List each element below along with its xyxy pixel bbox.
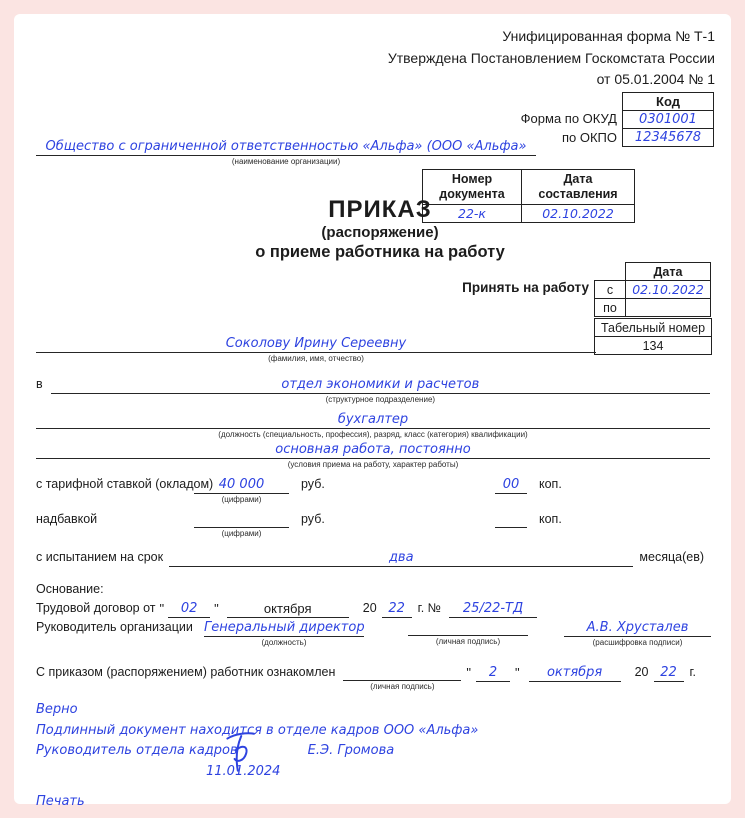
ack-year-prefix: 20 [634, 665, 649, 679]
okud-label: Форма по ОКУД [520, 111, 617, 126]
allowance-rub-label: руб. [301, 512, 325, 526]
ack-day-value: 2 [476, 664, 510, 682]
ack-close-quote: " [514, 665, 520, 680]
allowance-amount-field [194, 511, 289, 538]
personnel-number-header-cell: Табельный номер [595, 319, 712, 337]
hr-head-name: Е.Э. Громова [307, 743, 395, 758]
ack-month-value: октября [529, 664, 621, 682]
position-value: бухгалтер [36, 411, 710, 429]
form-name-line: Унифицированная форма № Т-1 [502, 28, 715, 44]
department-value: отдел экономики и расчетов [51, 376, 710, 394]
acknowledged-signature-blank [343, 664, 461, 681]
ack-year-suffix: г. [689, 665, 697, 679]
hire-date-table-wrap [594, 262, 711, 317]
codes-table [622, 92, 714, 147]
ack-day-field [476, 664, 510, 682]
org-head-position-field [204, 619, 364, 647]
department-caption: (структурное подразделение) [325, 395, 436, 404]
form-approval-header [388, 26, 715, 91]
hire-label: Принять на работу [462, 280, 589, 295]
org-head-signature-blank [408, 619, 528, 636]
org-head-position-value: Генеральный директор [204, 620, 365, 635]
doc-date-value-cell: 02.10.2022 [522, 205, 635, 223]
org-head-signature-field [408, 619, 528, 646]
title-prikaz: ПРИКАЗ [328, 196, 432, 223]
contract-year-value: 22 [382, 600, 412, 618]
contract-number-value: 25/22-ТД [449, 600, 537, 618]
employee-name-field [36, 335, 596, 363]
title-subject: о приеме работника на работу [255, 243, 505, 261]
document-sheet [14, 14, 731, 809]
probation-label: с испытанием на срок [36, 550, 164, 564]
okpo-value-cell: 12345678 [623, 129, 714, 147]
contract-number-field [449, 600, 537, 618]
org-head-position-caption: (должность) [261, 638, 307, 647]
conditions-caption: (условия приема на работу, характер работы) [287, 460, 459, 469]
position-caption: (должность (специальность, профессия), разряд, класс (категория) квалификации) [218, 430, 528, 439]
department-field [51, 376, 710, 404]
contract-close-quote: " [214, 601, 219, 616]
salary-kopeks-value: 00 [495, 476, 527, 494]
personnel-number-table-wrap [594, 318, 712, 355]
approval-line: Утверждена Постановлением Госкомстата России [387, 49, 715, 66]
acknowledged-signature-caption: (личная подпись) [370, 682, 435, 691]
ack-month-field [529, 664, 621, 682]
doc-date-header-cell: Дата составления [522, 170, 635, 205]
allowance-row [36, 511, 697, 538]
ack-open-quote: " [466, 665, 471, 680]
hire-to-value-cell [626, 299, 711, 317]
hire-from-label-cell: с [595, 281, 626, 299]
hire-to-label-cell: по [595, 299, 626, 317]
employee-name-caption: (фамилия, имя, отчество) [268, 354, 364, 363]
doc-number-value-cell: 22-к [423, 205, 522, 223]
employee-name-value: Соколову Ирину Сереевну [36, 335, 596, 353]
contract-year-field [382, 600, 412, 618]
acknowledged-label: С приказом (распоряжением) работник ознакомлен [36, 665, 336, 679]
contract-month-value: октября [227, 600, 349, 618]
probation-field [169, 549, 633, 567]
department-row [36, 376, 710, 404]
salary-kop-label: коп. [539, 477, 562, 491]
organization-value: Общество с ограниченной ответственностью «Альфа» (ООО «Альфа» [36, 138, 536, 156]
codes-block [521, 92, 714, 147]
salary-amount-value: 40 000 [194, 476, 289, 494]
document-title-block [164, 197, 596, 262]
salary-amount-field [194, 476, 289, 504]
org-head-signature-caption: (личная подпись) [435, 637, 501, 646]
hire-empty-cell [595, 263, 626, 281]
acknowledged-row [36, 664, 711, 691]
salary-kopeks-field [495, 476, 527, 494]
acknowledged-signature-field [343, 664, 461, 691]
organization-field [36, 138, 536, 166]
hire-date-table [594, 262, 711, 317]
allowance-kopeks-value [495, 511, 527, 528]
doc-number-header-cell: Номер документа [423, 170, 522, 205]
contract-day-value: 02 [168, 600, 210, 618]
organization-caption: (наименование организации) [231, 157, 341, 166]
position-field [36, 411, 710, 439]
probation-suffix: месяца(ев) [639, 550, 704, 564]
org-head-label: Руководитель организации [36, 620, 193, 634]
stamp-label: Печать [36, 794, 85, 809]
org-head-row [36, 619, 711, 647]
certification-date: 11.01.2024 [206, 763, 281, 779]
basis-label: Основание: [36, 582, 104, 596]
org-head-name-caption: (расшифровка подписи) [592, 638, 683, 647]
okpo-label: по ОКПО [561, 130, 617, 145]
hr-head-label: Руководитель отдела кадров [36, 743, 238, 758]
allowance-amount-value [194, 511, 289, 528]
contract-year-prefix: 20 [362, 601, 377, 615]
salary-row [36, 476, 697, 504]
signature-scribble-icon [220, 728, 267, 778]
contract-open-quote: " [159, 601, 165, 616]
org-head-name-field [564, 619, 711, 647]
probation-value: два [169, 549, 633, 567]
contract-row [36, 600, 537, 618]
personnel-number-value-cell: 134 [595, 337, 712, 355]
salary-amount-caption: (цифрами) [221, 495, 262, 504]
probation-row [36, 549, 710, 567]
conditions-value: основная работа, постоянно [36, 441, 710, 459]
codes-header-cell: Код [623, 93, 714, 111]
verno-label: Верно [36, 702, 78, 717]
contract-month-field [227, 600, 349, 618]
salary-label: с тарифной ставкой (окладом) [36, 477, 214, 491]
salary-rub-label: руб. [301, 477, 325, 491]
allowance-kopeks-field [495, 511, 527, 528]
allowance-kop-label: коп. [539, 512, 562, 526]
ack-year-field [654, 664, 684, 682]
conditions-field [36, 441, 710, 469]
allowance-amount-caption: (цифрами) [221, 529, 262, 538]
allowance-label: надбавкой [36, 512, 98, 526]
contract-prefix: Трудовой договор от [36, 601, 156, 615]
contract-day-field [168, 600, 210, 618]
department-prefix: в [36, 377, 43, 391]
title-rasporyazhenie: (распоряжение) [321, 224, 439, 241]
contract-number-prefix: г. № [417, 601, 442, 615]
personnel-number-table [594, 318, 712, 355]
hire-from-value-cell: 02.10.2022 [626, 281, 711, 299]
okud-value-cell: 0301001 [623, 111, 714, 129]
org-head-name-value: А.В. Хрусталев [564, 619, 711, 637]
ack-year-value: 22 [654, 664, 684, 682]
approval-date-line: от 05.01.2004 № 1 [596, 71, 715, 87]
hire-date-header-cell: Дата [626, 263, 711, 281]
original-location-line: Подлинный документ находится в отделе кадров ООО «Альфа» [36, 722, 479, 738]
